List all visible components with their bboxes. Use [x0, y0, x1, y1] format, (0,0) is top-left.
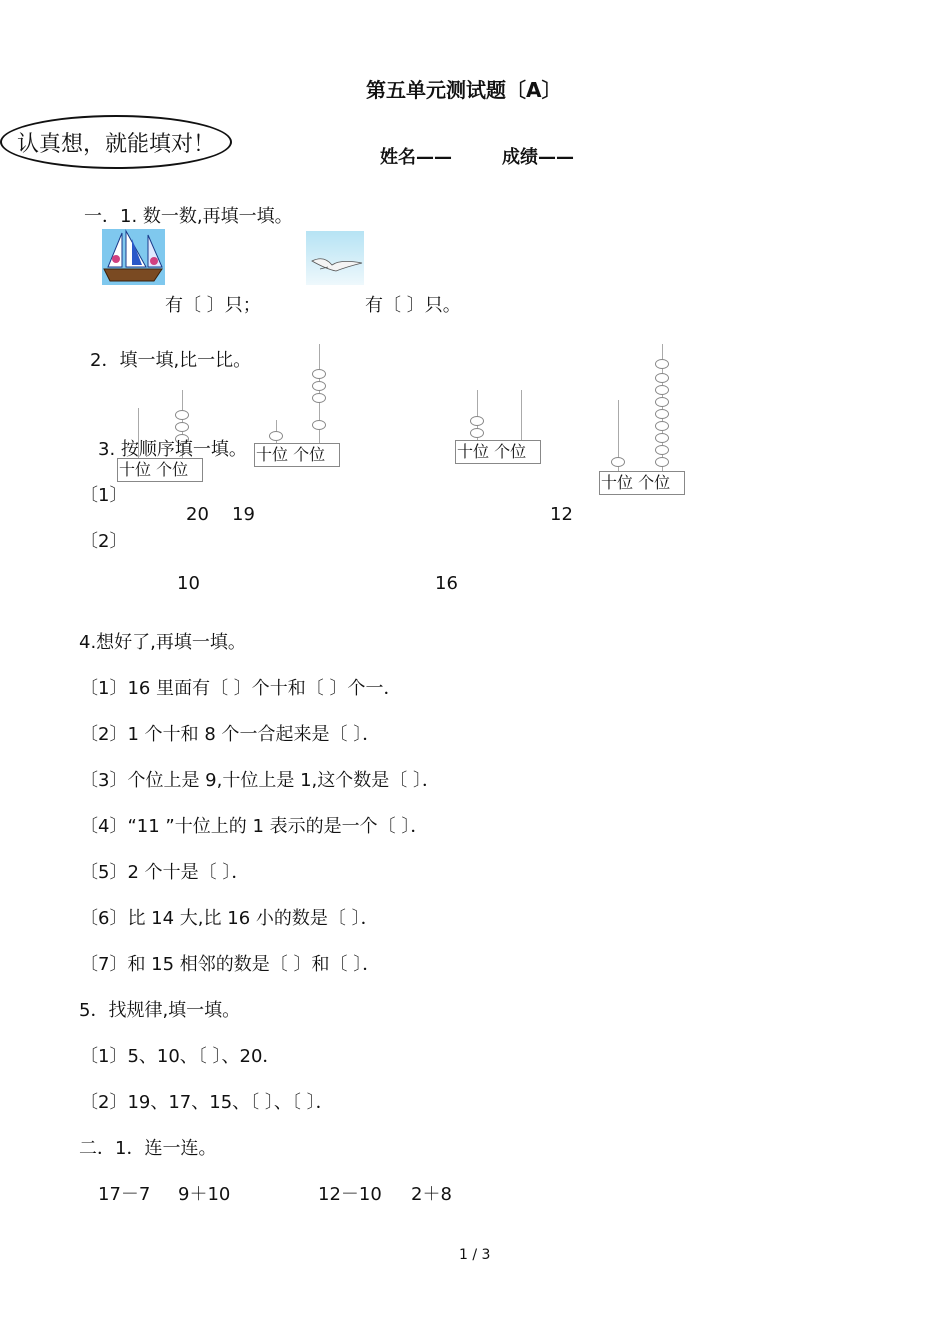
- q3-row2-label: 〔2〕: [80, 531, 128, 552]
- q1-answer-blank-1[interactable]: 有〔 〕只；: [165, 295, 261, 316]
- q5-item[interactable]: 〔1〕5、10、〔 〕、20．: [80, 1046, 281, 1067]
- sailboat-image: [102, 229, 165, 285]
- place-value-box: 十位 个位: [254, 443, 340, 467]
- q4-item[interactable]: 〔6〕比 14 大,比 16 小的数是〔 〕．: [80, 908, 379, 929]
- abacus-bead: [312, 369, 326, 379]
- q4-heading: 4.想好了,再填一填。: [79, 632, 246, 653]
- abacus-bead: [655, 421, 669, 431]
- q4-item[interactable]: 〔1〕16 里面有〔 〕个十和〔 〕个一．: [80, 678, 402, 699]
- q4-item[interactable]: 〔7〕和 15 相邻的数是〔 〕和〔 〕．: [80, 954, 381, 975]
- abacus-bead: [312, 420, 326, 430]
- page-number: 1 / 3: [459, 1247, 491, 1263]
- abacus-bead: [655, 457, 669, 467]
- abacus-bead: [470, 428, 484, 438]
- part2-heading: 二．1．连一连。: [79, 1138, 217, 1159]
- q3-row2-value: 16: [435, 573, 458, 594]
- expression[interactable]: 12－10: [318, 1184, 382, 1205]
- expression[interactable]: 17－7: [98, 1184, 151, 1205]
- abacus-bead: [655, 409, 669, 419]
- expression[interactable]: 2＋8: [411, 1184, 452, 1205]
- abacus-bead: [312, 393, 326, 403]
- abacus-bead: [655, 373, 669, 383]
- place-value-box: 十位 个位: [117, 458, 203, 482]
- abacus-bead: [312, 381, 326, 391]
- motto-text: 认真想，就能填对！: [16, 131, 215, 157]
- abacus-rod: [521, 390, 522, 440]
- q1-answer-blank-2[interactable]: 有〔 〕只。: [365, 295, 461, 316]
- abacus-bead: [655, 359, 669, 369]
- abacus-bead: [655, 445, 669, 455]
- q3-row1-label: 〔1〕: [80, 485, 128, 506]
- q3-row1-value: 12: [550, 504, 573, 525]
- q5-item[interactable]: 〔2〕19、17、15、〔 〕、〔 〕．: [80, 1092, 334, 1113]
- q3-heading: 3. 按顺序填一填。: [98, 439, 247, 460]
- q5-heading: 5．找规律,填一填。: [79, 1000, 241, 1021]
- abacus-bead: [269, 431, 283, 441]
- motto-badge: [0, 115, 232, 169]
- abacus-bead: [175, 422, 189, 432]
- expression[interactable]: 9＋10: [178, 1184, 231, 1205]
- page-title: 第五单元测试题〔A〕: [366, 78, 562, 102]
- q4-item[interactable]: 〔5〕2 个十是〔 〕．: [80, 862, 250, 883]
- q1-heading: 一．1. 数一数,再填一填。: [84, 206, 293, 227]
- q3-row1-value: 19: [232, 504, 255, 525]
- place-value-box: 十位 个位: [455, 440, 541, 464]
- abacus-bead: [175, 410, 189, 420]
- q3-row1-value: 20: [186, 504, 209, 525]
- abacus-bead: [611, 457, 625, 467]
- abacus-bead: [655, 433, 669, 443]
- q2-heading: 2．填一填,比一比。: [90, 350, 252, 371]
- abacus-bead: [655, 385, 669, 395]
- name-field-label: 姓名——: [380, 147, 452, 168]
- abacus-bead: [655, 397, 669, 407]
- place-value-box: 十位 个位: [599, 471, 685, 495]
- abacus-bead: [470, 416, 484, 426]
- q4-item[interactable]: 〔2〕1 个十和 8 个一合起来是〔 〕．: [80, 724, 381, 745]
- q4-item[interactable]: 〔4〕“11 ”十位上的 1 表示的是一个〔 〕．: [80, 816, 429, 837]
- q3-row2-value: 10: [177, 573, 200, 594]
- score-field-label: 成绩——: [502, 147, 574, 168]
- seagull-image: [306, 231, 364, 285]
- q4-item[interactable]: 〔3〕个位上是 9,十位上是 1,这个数是〔 〕．: [80, 770, 440, 791]
